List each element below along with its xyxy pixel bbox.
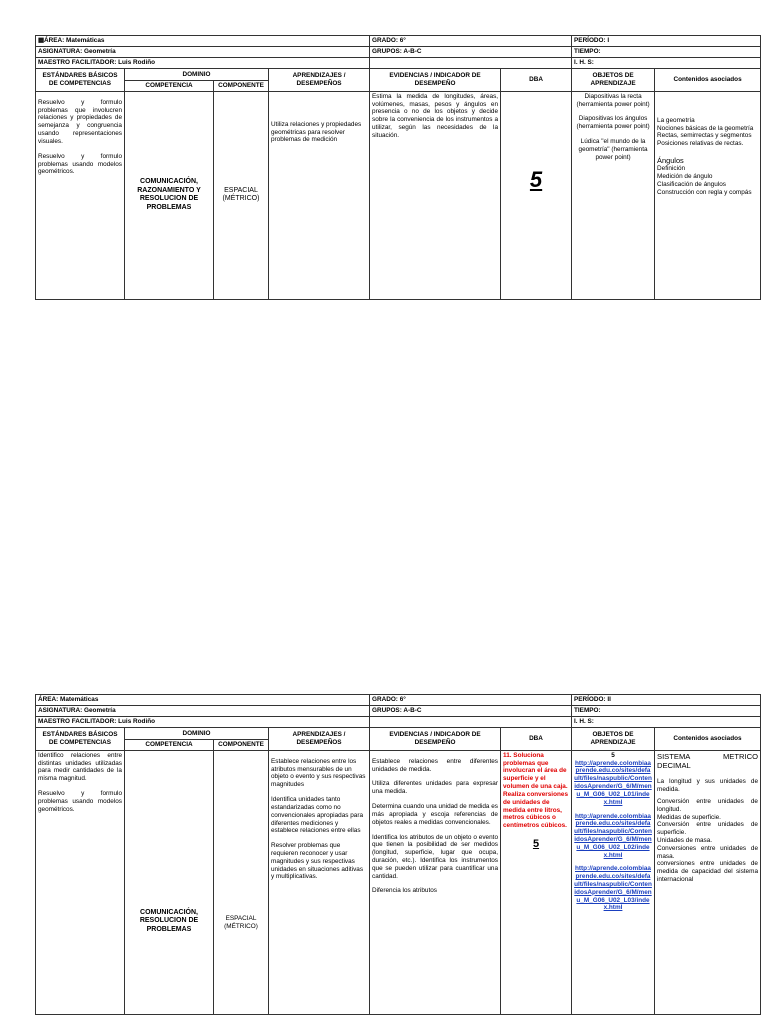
- maestro-label: MAESTRO FACILITADOR: Luis Rodiño: [36, 717, 370, 728]
- componente-cell: ESPACIAL (MÉTRICO): [214, 750, 269, 1014]
- grado-label: GRADO: 6°: [370, 36, 572, 47]
- planning-table-period-2: [35, 694, 761, 1015]
- contenido-item: Construcción con regla y compás: [657, 188, 752, 196]
- contenido-item: Unidades de masa.: [657, 837, 713, 844]
- col-dba: DBA: [501, 728, 572, 751]
- objetos-cell: [572, 750, 655, 1014]
- col-competencia: COMPETENCIA: [125, 81, 214, 92]
- aprendizaje-text: Establece relaciones entre los atributos mensurables de un objeto o evento y sus respectivas magnitudes: [271, 757, 366, 789]
- objetos-number: 5: [611, 751, 615, 759]
- contenido-item: Conversión entre unidades de longitud.: [657, 797, 758, 813]
- aprendizaje-text: Resolver problemas que requieren reconocer y usar magnitudes y sus respectivas unidades en situaciones aditivas y multiplicativas.: [271, 842, 364, 881]
- evidencia-text: Establece relaciones entre diferentes unidades de medida.: [372, 757, 498, 773]
- col-objetos: OBJETOS DE APRENDIZAJE: [572, 69, 655, 92]
- evidencias-cell: [370, 750, 501, 1014]
- col-componente: COMPONENTE: [214, 740, 269, 751]
- contenido-item: La geometría: [657, 116, 695, 124]
- evidencia-text: Utiliza diferentes unidades para expresar una medida.: [372, 780, 498, 796]
- dba-cell: [501, 91, 572, 299]
- area-label: ÁREA: Matemáticas: [36, 695, 370, 706]
- objeto-item: Diapositivas los ángulos (herramienta power point): [576, 115, 650, 131]
- grupos-label: GRUPOS: A-B-C: [370, 47, 572, 58]
- estandar-text: Resuelvo y formulo problemas usando modelos geométricos.: [38, 790, 122, 813]
- tiempo-label: TIEMPO:: [572, 47, 761, 58]
- dba-number: 5: [532, 837, 540, 850]
- evidencia-text: Estima la medida de longitudes, áreas, volúmenes, masas, pesos y ángulos en presencia o no de los objetos y decide sobre la conveniencia de los instrumentos a utilizar, según las necesidades de la situación.: [372, 92, 499, 139]
- col-competencia: COMPETENCIA: [125, 740, 214, 751]
- resource-link-2[interactable]: http://aprende.colombiaaprende.edu.co/sites/default/files/naspublic/ContenidosAprender/G_6/M/menu_M_G06_U02_L02/index.html: [574, 812, 652, 859]
- col-objetos: OBJETOS DE APRENDIZAJE: [572, 728, 655, 751]
- col-evidencias: EVIDENCIAS / INDICADOR DE DESEMPEÑO: [370, 69, 501, 92]
- objeto-item: Diapositivas la recta (herramienta power point): [576, 92, 650, 108]
- area-label: ÁREA: Matemáticas: [44, 37, 105, 44]
- contenido-item: Rectas, semirrectas y segmentos: [657, 132, 752, 140]
- tiempo-label: TIEMPO:: [572, 706, 761, 717]
- estandar-text: Resuelvo y formulo problemas usando modelos geométricos.: [38, 152, 122, 176]
- aprendizajes-cell: [269, 750, 370, 1014]
- col-dba: DBA: [501, 69, 572, 92]
- estandares-cell: [36, 91, 125, 299]
- aprendizajes-cell: [269, 91, 370, 299]
- estandares-cell: [36, 750, 125, 1014]
- contenidos-cell: [655, 750, 761, 1014]
- resource-link-3[interactable]: http://aprende.colombiaaprende.edu.co/sites/default/files/naspublic/ContenidosAprender/G_6/M/menu_M_G06_U02_L03/index.html: [574, 865, 652, 912]
- contenido-item: Clasificación de ángulos: [657, 180, 726, 188]
- planning-table-period-1: [35, 35, 761, 300]
- contenido-item: Conversiones entre unidades de masa.: [657, 844, 758, 860]
- evidencia-text: Determina cuando una unidad de medida es más apropiada y escoja referencias de objetos reales a medidas convencionales.: [372, 803, 498, 826]
- col-estandares: ESTÁNDARES BÁSICOS DE COMPETENCIAS: [36, 728, 125, 751]
- periodo-label: PERÍODO: II: [572, 695, 761, 706]
- col-estandares: ESTÁNDARES BÁSICOS DE COMPETENCIAS: [36, 69, 125, 92]
- contenido-item: Ángulos: [657, 156, 684, 166]
- maestro-label: MAESTRO FACILITADOR: Luis Rodiño: [36, 58, 370, 69]
- contenidos-title: SISTEMA METRICO DECIMAL: [657, 751, 758, 771]
- objeto-item: Lúdica "el mundo de la geometría" (herramienta power point): [578, 138, 648, 161]
- col-dominio: DOMINIO: [125, 728, 269, 740]
- grado-label: GRADO: 6°: [370, 695, 572, 706]
- evidencia-text: Identifica los atributos de un objeto o evento que tienen la posibilidad de ser medidos (longitud, superficie, lugar que ocupa, duración, etc.). Identifica los instrumentos que se pueden utilizar para cuantificar una cantidad.: [372, 833, 498, 880]
- contenido-item: Medición de ángulo: [657, 172, 713, 180]
- dba-red-text: 11. Soluciona problemas que involucran el área de superficie y el volumen de una caja. Realiza conversiones de unidades de medida entre litros, metros cúbicos o centímetros cúbicos.: [503, 751, 569, 830]
- empty-cell: [370, 58, 572, 69]
- col-contenidos: Contenidos asociados: [655, 69, 761, 92]
- area-marker: ▦: [38, 37, 45, 44]
- asignatura-label: ASIGNATURA: Geometría: [36, 47, 370, 58]
- col-dominio: DOMINIO: [125, 69, 269, 81]
- contenido-item: Conversión entre unidades de superficie.: [657, 821, 758, 837]
- competencia-cell: COMUNICACIÓN, RESOLUCION DE PROBLEMAS: [125, 750, 214, 1014]
- evidencias-cell: [370, 91, 501, 299]
- col-aprendizajes: APRENDIZAJES / DESEMPEÑOS: [269, 728, 370, 751]
- aprendizaje-text: Identifica unidades tanto estandarizadas como no convencionales apropiadas para diferentes mediciones y establece relaciones entre ellas: [271, 796, 364, 835]
- area-cell: [36, 36, 370, 47]
- grupos-label: GRUPOS: A-B-C: [370, 706, 572, 717]
- col-contenidos: Contenidos asociados: [655, 728, 761, 751]
- contenidos-cell: [655, 91, 761, 299]
- col-componente: COMPONENTE: [214, 81, 269, 92]
- contenido-item: Nociones básicas de la geometría: [657, 124, 754, 132]
- dba-number: 5: [529, 166, 543, 192]
- estandar-text: Resuelvo y formulo problemas que involucren relaciones y propiedades de semejanza y congruencia usando representaciones visuales.: [38, 98, 122, 145]
- resource-link-1[interactable]: http://aprende.colombiaaprende.edu.co/sites/default/files/naspublic/ContenidosAprender/G_6/M/menu_M_G06_U02_L01/index.html: [574, 759, 652, 806]
- evidencia-text: Diferencia los atributos: [372, 887, 438, 895]
- componente-cell: ESPACIAL (MÉTRICO): [214, 91, 269, 299]
- ihs-label: I. H. S:: [572, 717, 761, 728]
- col-evidencias: EVIDENCIAS / INDICADOR DE DESEMPEÑO: [370, 728, 501, 751]
- aprendizaje-text: Utiliza relaciones y propiedades geométricas para resolver problemas de medición: [271, 120, 362, 144]
- contenido-item: La longitud y sus unidades de medida.: [657, 778, 758, 794]
- col-aprendizajes: APRENDIZAJES / DESEMPEÑOS: [269, 69, 370, 92]
- asignatura-label: ASIGNATURA: Geometría: [36, 706, 370, 717]
- contenido-item: Posiciones relativas de rectas.: [657, 140, 744, 148]
- contenido-item: conversiones entre unidades de medida de capacidad del sistema internacional: [657, 860, 758, 884]
- estandar-text: Identifico relaciones entre distintas unidades utilizadas para medir cantidades de la misma magnitud.: [38, 751, 122, 783]
- contenido-item: Definición: [657, 165, 686, 173]
- competencia-cell: COMUNICACIÓN, RAZONAMIENTO Y RESOLUCION DE PROBLEMAS: [125, 91, 214, 299]
- periodo-label: PERÍODO: I: [572, 36, 761, 47]
- dba-cell: [501, 750, 572, 1014]
- ihs-label: I. H. S:: [572, 58, 761, 69]
- empty-cell: [370, 717, 572, 728]
- contenido-item: Medidas de superficie.: [657, 813, 721, 821]
- objetos-cell: [572, 91, 655, 299]
